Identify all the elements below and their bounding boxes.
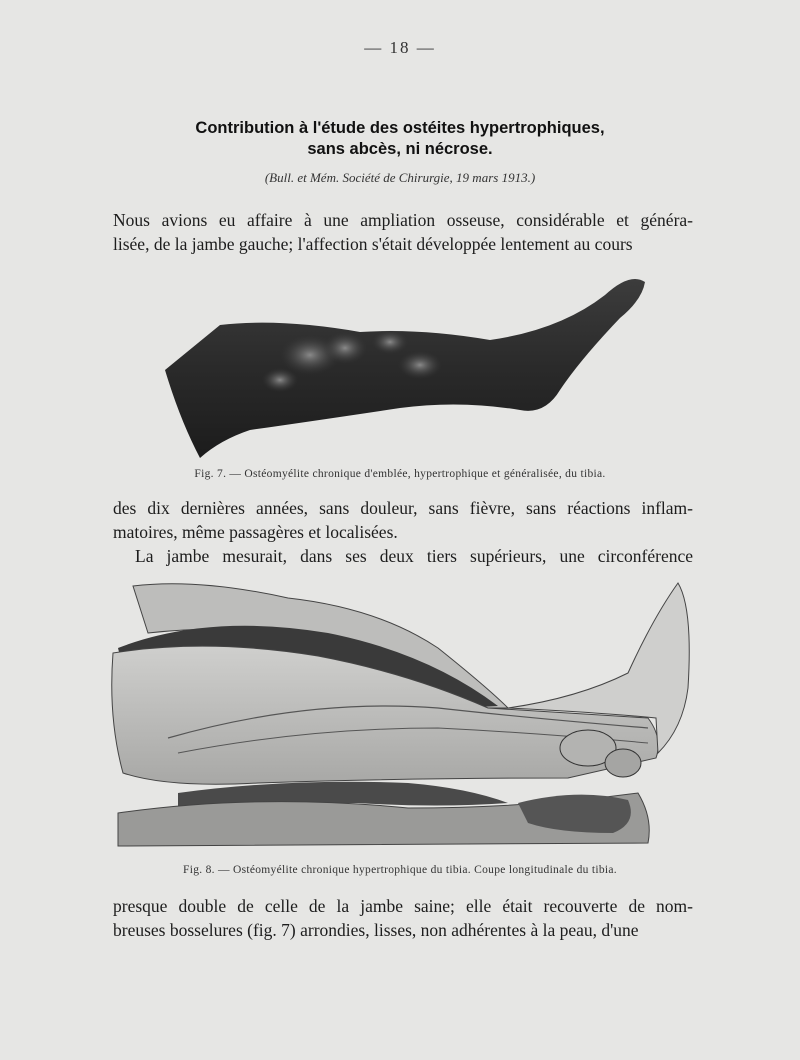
figure-7-leg-photograph [160, 270, 650, 460]
paragraph-1-line-1: Nous avions eu affaire à une ampliation osseuse, considérable et généra- [113, 210, 693, 230]
paragraph-4-line-2: breuses bosselures (fig. 7) arrondies, lisses, non adhérentes à la peau, d'une [113, 920, 639, 940]
paragraph-3 [113, 544, 693, 568]
paragraph-2-line-2: matoires, même passagères et localisées. [113, 522, 398, 542]
paragraph-1 [113, 208, 693, 256]
paragraph-4 [113, 894, 693, 942]
paragraph-1-line-2: lisée, de la jambe gauche; l'affection s'était développée lentement au cours [113, 234, 633, 254]
title-line-2: sans abcès, ni nécrose. [307, 140, 493, 158]
paragraph-2 [113, 496, 693, 544]
page-number: — 18 — [364, 38, 436, 57]
title-line-1: Contribution à l'étude des ostéites hypertrophiques, [195, 119, 605, 137]
figure-7-caption: Fig. 7. — Ostéomyélite chronique d'emblée, hypertrophique et généralisée, du tibia. [194, 468, 606, 480]
paragraph-2-line-1: des dix dernières années, sans douleur, sans fièvre, sans réactions inflam- [113, 498, 693, 518]
figure-8-caption: Fig. 8. — Ostéomyélite chronique hypertrophique du tibia. Coupe longitudinale du tibia. [183, 864, 617, 876]
figure-8-section-illustration [108, 578, 698, 850]
citation: (Bull. et Mém. Société de Chirurgie, 19 mars 1913.) [264, 170, 536, 185]
paragraph-3-line-1: La jambe mesurait, dans ses deux tiers supérieurs, une circonférence [135, 546, 693, 566]
paragraph-4-line-1: presque double de celle de la jambe saine; elle était recouverte de nom- [113, 896, 693, 916]
article-title [0, 118, 800, 160]
